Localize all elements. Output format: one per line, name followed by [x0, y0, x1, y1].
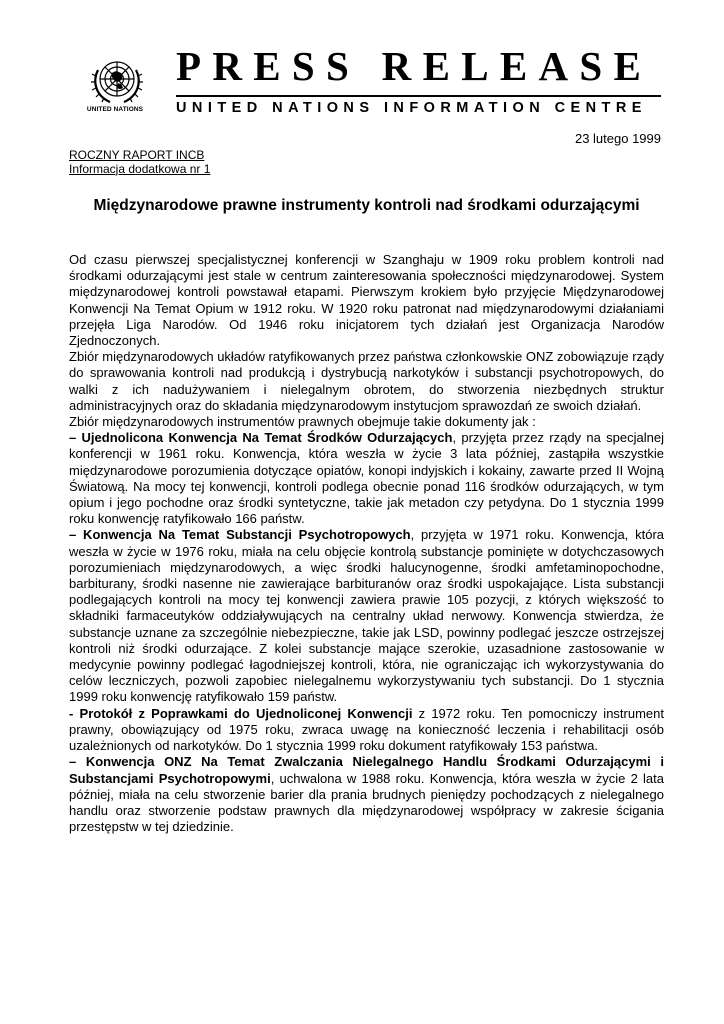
release-date: 23 lutego 1999 — [574, 131, 661, 146]
press-release-subtitle: UNITED NATIONS INFORMATION CENTRE — [176, 100, 647, 116]
paragraph-6 — [69, 706, 664, 755]
paragraph-4-text: , przyjęta przez rządy na specjalnej konferencji w 1961 roku. Konwencja, która weszła w życie 3 lata później, zastąpiła wszystkie międzynarodowe porozumienia dotyczące opiatów, konopi indyjskich i kokainy, zawarte przed II Wojną Światową. Na mocy tej konwencji, kontroli podlega obecnie ponad 116 środków odurzających, w tym opium i jego pochodne oraz środki syntetyczne, takie jak metadon czy petydyna. Do 1 stycznia 1999 roku konwencję ratyfikowało 166 państw. — [69, 430, 664, 527]
paragraph-2: Zbiór międzynarodowych układów ratyfikowanych przez państwa członkowskie ONZ zobowiązuje rządy do sprawowania kontroli nad produkcją i dystrybucją narkotyków i substancji psychotropowych, do walki z ich nadużywaniem i nielegalnym obrotem, do stworzenia niezbędnych struktur administracyjnych oraz do składania międzynarodowym instytucjom sprawozdań ze swoich działań. — [69, 349, 664, 413]
headline: Międzynarodowe prawne instrumenty kontroli nad środkami odurzającymi — [93, 197, 640, 214]
paragraph-7-text: , uchwalona w 1988 roku. Konwencja, która weszła w życie 2 lata później, miała na celu stworzenie barier dla prania brudnych pieniędzy pochodzących z nielegalnego handlu oraz stworzenie podstaw prawnych dla międzynarodowej współpracy w zakresie ścigania przestępstw w tej dziedzinie. — [69, 770, 664, 835]
header-divider — [176, 95, 661, 97]
reference-line-1: ROCZNY RAPORT INCB — [69, 148, 205, 162]
paragraph-1: Od czasu pierwszej specjalistycznej konferencji w Szanghaju w 1909 roku problem kontroli nad środkami odurzającymi jest stale w centrum zainteresowania społeczności międzynarodowej. System międzynarodowej kontroli powstawał etapami. Pierwszym krokiem było przyjęcie Międzynarodowej Konwencji Na Temat Opium w 1912 roku. W 1920 roku patronat nad międzynarodowymi działaniami przejęła Liga Narodów. Od 1946 roku inicjatorem tych działań jest Organizacja Narodów Zjednoczonych. — [69, 252, 664, 349]
paragraph-5-title: – Konwencja Na Temat Substancji Psychotropowych — [69, 527, 411, 543]
paragraph-5 — [69, 527, 664, 705]
paragraph-4 — [69, 430, 664, 527]
paragraph-6-title: - Protokół z Poprawkami do Ujednoliconej Konwencji — [69, 705, 413, 721]
logo-caption: UNITED NATIONS — [86, 106, 144, 113]
reference-line-2: Informacja dodatkowa nr 1 — [69, 161, 211, 176]
paragraph-7-title: – Konwencja ONZ Na Temat Zwalczania Nielegalnego Handlu Środkami Odurzającymi i Substancjami Psychotropowymi — [69, 754, 664, 786]
paragraph-7 — [69, 754, 664, 835]
paragraph-5-text: , przyjęta w 1971 roku. Konwencja, która weszła w życie w 1976 roku, miała na celu objęcie kontrolą substancje pominięte w dotychczasowych porozumieniach międzynarodowych, a więc środki halucynogenne, środki amfetaminopochodne, barbiturany, środki nasenne nie zawierające barbituranów oraz środki uspokajające. Lista substancji podlegających kontroli na mocy tej konwencji zawiera prawie 105 pozycji, z których większość to składniki farmaceutyków oddziaływujących na centralny układ nerwowy. Konwencja stwierdza, że substancje uznane za szczególnie niebezpieczne, takie jak LSD, powinny podlegać jeszcze ostrzejszej kontroli niż środki odurzające. Z kolei substancje mające szerokie, uzasadnione zastosowanie w medycynie powinny podlegać łagodniejszej kontroli, która, nie ograniczając ich wykorzystywania do celów leczniczych, pozwoli zapobiec nielegalnemu wykorzystywaniu tych substancji. Do 1 stycznia 1999 roku konwencję ratyfikowało 159 państw. — [69, 527, 665, 705]
paragraph-4-title: – Ujednolicona Konwencja Na Temat Środków Odurzających — [69, 430, 453, 446]
body-text — [69, 252, 664, 835]
press-release-title: PRESS RELEASE — [176, 43, 653, 89]
reference-block — [69, 149, 210, 176]
paragraph-3: Zbiór międzynarodowych instrumentów prawnych obejmuje takie dokumenty jak : — [69, 414, 536, 430]
paragraph-6-text: z 1972 roku. Ten pomocniczy instrument prawny, obowiązujący od 1975 roku, zwraca uwagę na konieczność leczenia i rehabilitacji osób uzależnionych od narkotyków. Do 1 stycznia 1999 roku dokument ratyfikowały 153 państwa. — [69, 705, 664, 754]
